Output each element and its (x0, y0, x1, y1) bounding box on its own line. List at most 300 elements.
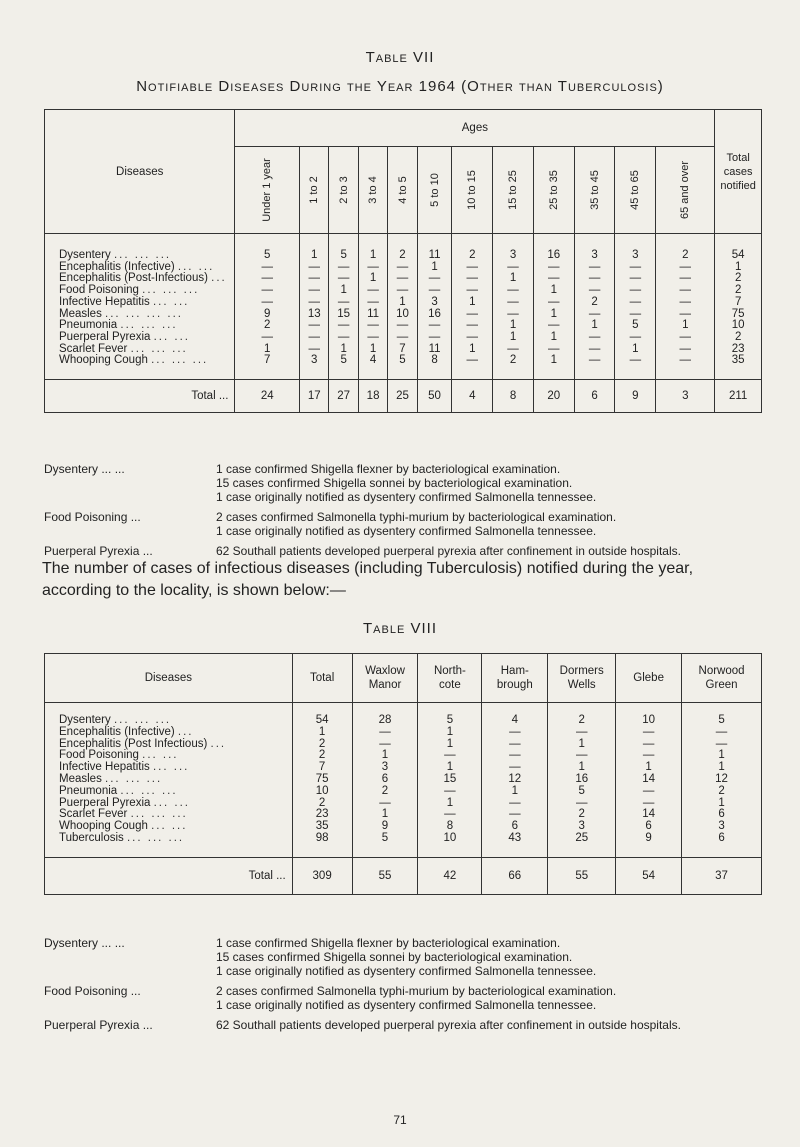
dot-leader: ... ... ... (105, 772, 163, 785)
disease-name: Measles (59, 772, 102, 785)
age-column-label: 1 to 2 (308, 176, 321, 204)
ages-header: Ages (235, 110, 715, 147)
age-count-cell: — (300, 297, 329, 309)
age-count-cell: — (300, 332, 329, 344)
locality-count-cell: 35 (292, 821, 352, 833)
column-total-cell: 20 (533, 380, 574, 413)
locality-count-cell: 4 (482, 703, 548, 727)
age-count-cell: — (574, 285, 615, 297)
row-total-cell: 75 (715, 309, 762, 321)
age-count-cell: 16 (417, 309, 452, 321)
locality-count-cell: — (548, 727, 616, 739)
age-count-cell: 2 (574, 297, 615, 309)
locality-count-cell: — (616, 750, 682, 762)
age-count-cell: — (452, 332, 493, 344)
locality-count-cell: — (682, 727, 762, 739)
dot-leader: ... ... ... (130, 808, 188, 821)
age-count-cell: — (615, 332, 656, 344)
total-row-label: Total ... (45, 380, 235, 413)
disease-name: Tuberculosis (59, 831, 124, 844)
age-count-cell: — (358, 262, 387, 274)
table-viii (44, 653, 762, 895)
age-count-cell: — (235, 332, 300, 344)
age-count-cell: — (533, 273, 574, 285)
age-count-cell: — (329, 320, 358, 332)
disease-name: Scarlet Fever (59, 808, 128, 821)
age-count-cell: — (235, 297, 300, 309)
note-line: 1 case originally notified as dysentery confirmed Salmonella tennessee. (216, 998, 597, 1012)
age-column-label: 2 to 3 (337, 176, 350, 204)
age-count-cell: 9 (235, 309, 300, 321)
age-count-cell: — (533, 344, 574, 356)
age-count-cell: 1 (417, 262, 452, 274)
age-column-label: 4 to 5 (396, 176, 409, 204)
column-header: Dormers Wells (548, 654, 616, 703)
age-count-cell: — (615, 273, 656, 285)
age-count-cell: 11 (417, 234, 452, 262)
locality-count-cell: 6 (482, 821, 548, 833)
age-count-cell: — (329, 262, 358, 274)
locality-count-cell: 6 (682, 809, 762, 821)
age-count-cell: 2 (452, 234, 493, 262)
locality-count-cell: 2 (548, 809, 616, 821)
column-total-cell: 18 (358, 380, 387, 413)
age-count-cell: 1 (358, 344, 387, 356)
locality-count-cell: 1 (418, 727, 482, 739)
disease-name: Pneumonia (59, 319, 118, 332)
locality-count-cell: 98 (292, 833, 352, 857)
locality-count-cell: — (482, 798, 548, 810)
total-row-label: Total ... (45, 857, 293, 894)
age-count-cell: — (300, 273, 329, 285)
disease-name: Pneumonia (59, 784, 118, 797)
locality-count-cell: — (616, 798, 682, 810)
age-column-header (574, 147, 615, 234)
row-total-cell: 10 (715, 320, 762, 332)
dot-leader: ... (210, 737, 227, 750)
age-count-cell: — (574, 273, 615, 285)
age-count-cell: — (656, 285, 715, 297)
age-count-cell: — (452, 309, 493, 321)
row-total-cell: 2 (715, 332, 762, 344)
column-total-cell: 17 (300, 380, 329, 413)
locality-count-cell: 2 (682, 786, 762, 798)
locality-count-cell: — (616, 727, 682, 739)
table-vii (44, 109, 762, 413)
age-column-header (388, 147, 417, 234)
table-row (45, 786, 762, 798)
table-vii-title: Notifiable Diseases During the Year 1964 (Other than Tuberculosis) (136, 78, 664, 95)
note-text (216, 510, 776, 538)
age-count-cell: 11 (358, 309, 387, 321)
note-label: Puerperal Pyrexia ... (44, 1018, 153, 1032)
disease-name: Dysentery (59, 249, 111, 261)
age-count-cell: — (388, 320, 417, 332)
age-count-cell: 11 (417, 344, 452, 356)
locality-count-cell: 5 (682, 703, 762, 727)
column-total-cell: 6 (574, 380, 615, 413)
age-count-cell: 1 (656, 320, 715, 332)
table-viii-caption: Table VIII (363, 620, 437, 637)
note-line: 15 cases confirmed Shigella sonnei by bacteriological examination. (216, 476, 573, 490)
locality-count-cell: — (352, 798, 418, 810)
age-count-cell: — (493, 262, 534, 274)
dot-leader: ... ... (152, 295, 190, 308)
age-count-cell: 15 (329, 309, 358, 321)
age-count-cell: — (656, 273, 715, 285)
column-header: Waxlow Manor (352, 654, 418, 703)
age-count-cell: — (358, 297, 387, 309)
disease-name-cell (45, 703, 293, 727)
age-count-cell: — (388, 262, 417, 274)
age-count-cell: — (656, 332, 715, 344)
locality-count-cell: — (418, 750, 482, 762)
column-total-cell: 8 (493, 380, 534, 413)
row-total-cell: 2 (715, 273, 762, 285)
age-count-cell: 5 (615, 320, 656, 332)
note-text (216, 1018, 776, 1032)
age-column-label: 25 to 35 (547, 170, 560, 210)
age-count-cell: 1 (574, 320, 615, 332)
age-column-header (417, 147, 452, 234)
row-total-cell: 54 (715, 234, 762, 262)
age-count-cell: — (615, 309, 656, 321)
column-header: North- cote (418, 654, 482, 703)
age-count-cell: 3 (615, 234, 656, 262)
locality-count-cell: 5 (352, 833, 418, 857)
age-count-cell: 3 (300, 355, 329, 379)
age-count-cell: — (656, 344, 715, 356)
age-column-label: 45 to 65 (629, 170, 642, 210)
age-count-cell: 16 (533, 234, 574, 262)
column-total-cell: 27 (329, 380, 358, 413)
column-total-cell: 50 (417, 380, 452, 413)
age-count-cell: — (533, 320, 574, 332)
locality-count-cell: — (482, 727, 548, 739)
age-count-cell: — (493, 285, 534, 297)
age-count-cell: — (452, 320, 493, 332)
age-column-label: 3 to 4 (367, 176, 380, 204)
note-line: 1 case confirmed Shigella flexner by bacteriological examination. (216, 936, 561, 950)
disease-name: Puerperal Pyrexia (59, 330, 151, 343)
locality-count-cell: 12 (482, 774, 548, 786)
dot-leader: ... ... ... (151, 354, 209, 367)
age-column-label: 35 to 45 (588, 170, 601, 210)
age-count-cell: — (235, 285, 300, 297)
locality-count-cell: 6 (682, 833, 762, 857)
locality-count-cell: — (682, 739, 762, 751)
age-count-cell: 2 (235, 320, 300, 332)
age-count-cell: 1 (300, 234, 329, 262)
locality-count-cell: — (548, 750, 616, 762)
row-total-cell: 35 (715, 355, 762, 379)
row-total-cell: 1 (715, 262, 762, 274)
age-count-cell: — (656, 297, 715, 309)
dot-leader: ... ... (152, 761, 190, 774)
column-header: Ham- brough (482, 654, 548, 703)
dot-leader: ... ... ... (120, 784, 178, 797)
age-column-header (300, 147, 329, 234)
age-count-cell: 1 (452, 297, 493, 309)
age-count-cell: — (656, 309, 715, 321)
age-count-cell: 1 (533, 309, 574, 321)
disease-name-cell (45, 833, 293, 857)
locality-count-cell: 6 (616, 821, 682, 833)
column-total-cell: 24 (235, 380, 300, 413)
locality-count-cell: 23 (292, 809, 352, 821)
column-header: Total (292, 654, 352, 703)
age-column-header (329, 147, 358, 234)
disease-name: Whooping Cough (59, 354, 148, 367)
age-count-cell: — (574, 355, 615, 379)
age-count-cell: 2 (656, 234, 715, 262)
locality-count-cell: — (616, 739, 682, 751)
column-total-cell: 54 (616, 857, 682, 894)
note-line: 62 Southall patients developed puerperal pyrexia after confinement in outside hospitals. (216, 1018, 681, 1032)
column-header: Norwood Green (682, 654, 762, 703)
age-count-cell: — (656, 262, 715, 274)
age-column-label: 10 to 15 (466, 170, 479, 210)
age-count-cell: — (656, 355, 715, 379)
locality-count-cell: 1 (548, 739, 616, 751)
age-count-cell: — (615, 285, 656, 297)
locality-count-cell: 1 (352, 750, 418, 762)
note-line: 1 case confirmed Shigella flexner by bacteriological examination. (216, 462, 561, 476)
disease-name-cell (45, 234, 235, 262)
dot-leader: ... ... (151, 820, 188, 833)
age-count-cell: 8 (417, 355, 452, 379)
column-total-cell: 66 (482, 857, 548, 894)
locality-count-cell: 8 (418, 821, 482, 833)
disease-name: Encephalitis (Infective) (59, 725, 175, 738)
age-count-cell: — (388, 332, 417, 344)
locality-count-cell: 1 (292, 727, 352, 739)
note-label: Dysentery ... ... (44, 936, 125, 950)
dot-leader: ... ... ... (142, 284, 200, 297)
dot-leader: ... ... ... (130, 342, 188, 355)
age-count-cell: — (452, 285, 493, 297)
column-total-cell: 42 (418, 857, 482, 894)
age-count-cell: 1 (329, 344, 358, 356)
intro-paragraph: The number of cases of infectious diseases (including Tuberculosis) notified during the year, according to the locality, is shown below:— (42, 560, 694, 599)
age-count-cell: — (417, 320, 452, 332)
age-count-cell: — (533, 297, 574, 309)
column-total-cell: 9 (615, 380, 656, 413)
table-vii-notes (44, 462, 774, 562)
locality-count-cell: — (482, 750, 548, 762)
table-viii-notes (44, 936, 774, 1056)
disease-name: Scarlet Fever (59, 342, 128, 355)
age-count-cell: — (417, 285, 452, 297)
age-column-header (358, 147, 387, 234)
note-line: 15 cases confirmed Shigella sonnei by bacteriological examination. (216, 950, 573, 964)
column-total-cell: 55 (352, 857, 418, 894)
locality-count-cell: 25 (548, 833, 616, 857)
age-column-header (615, 147, 656, 234)
age-count-cell: 1 (329, 285, 358, 297)
age-count-cell: — (300, 285, 329, 297)
age-count-cell: 5 (388, 355, 417, 379)
age-count-cell: — (235, 262, 300, 274)
dot-leader: ... ... (142, 749, 179, 762)
locality-count-cell: 1 (682, 798, 762, 810)
dot-leader: ... ... (153, 330, 190, 343)
dot-leader: ... ... ... (126, 831, 185, 844)
age-count-cell: 1 (493, 332, 534, 344)
age-column-header (533, 147, 574, 234)
locality-count-cell: 1 (482, 786, 548, 798)
locality-count-cell: — (548, 798, 616, 810)
locality-count-cell: 1 (418, 762, 482, 774)
age-count-cell: 1 (615, 344, 656, 356)
locality-count-cell: — (418, 809, 482, 821)
age-count-cell: 5 (329, 234, 358, 262)
age-count-cell: — (300, 344, 329, 356)
age-count-cell: 10 (388, 309, 417, 321)
age-count-cell: — (300, 262, 329, 274)
age-count-cell: — (493, 344, 534, 356)
age-count-cell: — (452, 262, 493, 274)
locality-count-cell: 3 (352, 762, 418, 774)
note-line: 2 cases confirmed Salmonella typhi-murium by bacteriological examination. (216, 510, 617, 524)
note-text (216, 544, 776, 558)
total-cases-header: Total cases notified (715, 110, 762, 234)
locality-count-cell: 1 (418, 739, 482, 751)
age-count-cell: — (388, 285, 417, 297)
note-line: 62 Southall patients developed puerperal pyrexia after confinement in outside hospitals. (216, 544, 681, 558)
locality-count-cell: 3 (548, 821, 616, 833)
locality-count-cell: 16 (548, 774, 616, 786)
locality-count-cell: 2 (352, 786, 418, 798)
note-text (216, 936, 776, 978)
age-count-cell: — (533, 262, 574, 274)
locality-count-cell: — (352, 739, 418, 751)
age-count-cell: 1 (358, 234, 387, 262)
age-count-cell: 2 (493, 355, 534, 379)
age-column-label: 5 to 10 (428, 173, 441, 207)
age-count-cell: 13 (300, 309, 329, 321)
note-label: Food Poisoning ... (44, 984, 141, 998)
disease-name: Whooping Cough (59, 820, 148, 833)
locality-count-cell: — (616, 786, 682, 798)
locality-count-cell: 2 (292, 739, 352, 751)
note-line: 2 cases confirmed Salmonella typhi-murium by bacteriological examination. (216, 984, 617, 998)
note-text (216, 984, 776, 1012)
age-count-cell: — (493, 297, 534, 309)
age-count-cell: 7 (388, 344, 417, 356)
diseases-header: Diseases (45, 110, 235, 234)
column-header: Glebe (616, 654, 682, 703)
age-count-cell: — (615, 297, 656, 309)
locality-count-cell: 75 (292, 774, 352, 786)
column-total-cell: 4 (452, 380, 493, 413)
age-count-cell: — (615, 355, 656, 379)
column-total-cell: 55 (548, 857, 616, 894)
locality-count-cell: — (352, 727, 418, 739)
grand-total-cell: 211 (715, 380, 762, 413)
age-count-cell: — (574, 332, 615, 344)
locality-count-cell: 1 (352, 809, 418, 821)
table-vii-caption: Table VII (365, 49, 435, 66)
disease-name: Food Poisoning (59, 284, 139, 297)
age-count-cell: 5 (329, 355, 358, 379)
disease-name: Measles (59, 307, 102, 320)
disease-name: Infective Hepatitis (59, 295, 150, 308)
disease-name: Food Poisoning (59, 749, 139, 762)
locality-count-cell: 10 (418, 833, 482, 857)
age-count-cell: — (235, 273, 300, 285)
disease-name: Dysentery (59, 714, 111, 726)
dot-leader: ... ... (153, 796, 190, 809)
locality-count-cell: 1 (418, 798, 482, 810)
locality-count-cell: 10 (292, 786, 352, 798)
locality-count-cell: 2 (292, 798, 352, 810)
age-count-cell: 3 (493, 234, 534, 262)
locality-count-cell: 54 (292, 703, 352, 727)
age-column-label: Under 1 year (261, 158, 274, 222)
note-line: 1 case originally notified as dysentery confirmed Salmonella tennessee. (216, 964, 597, 978)
locality-count-cell: 6 (352, 774, 418, 786)
age-count-cell: — (329, 273, 358, 285)
age-count-cell: 1 (493, 273, 534, 285)
page-number: 71 (393, 1113, 407, 1127)
age-count-cell: — (300, 320, 329, 332)
locality-count-cell: 1 (548, 762, 616, 774)
age-count-cell: 1 (235, 344, 300, 356)
locality-count-cell: 1 (682, 750, 762, 762)
dot-leader: ... (211, 272, 227, 285)
disease-name: Encephalitis (Post-Infectious) (59, 272, 208, 285)
locality-count-cell: 2 (292, 750, 352, 762)
table-row (45, 703, 762, 727)
row-total-cell: 23 (715, 344, 762, 356)
age-count-cell: 1 (533, 285, 574, 297)
age-column-header (493, 147, 534, 234)
age-count-cell: 5 (235, 234, 300, 262)
column-header: Diseases (45, 654, 293, 703)
column-total-cell: 3 (656, 380, 715, 413)
age-count-cell: — (417, 332, 452, 344)
locality-count-cell: — (482, 739, 548, 751)
age-count-cell: — (417, 273, 452, 285)
age-count-cell: — (452, 273, 493, 285)
table-row (45, 234, 762, 262)
age-count-cell: 1 (493, 320, 534, 332)
locality-count-cell: 5 (418, 703, 482, 727)
table-row (45, 355, 762, 379)
age-count-cell: — (358, 332, 387, 344)
age-column-header (235, 147, 300, 234)
disease-name-cell (45, 355, 235, 379)
age-count-cell: 2 (388, 234, 417, 262)
locality-count-cell: 9 (352, 821, 418, 833)
dot-leader: ... (177, 725, 194, 738)
age-count-cell: 7 (235, 355, 300, 379)
locality-count-cell: 9 (616, 833, 682, 857)
column-total-cell: 37 (682, 857, 762, 894)
age-count-cell: — (358, 285, 387, 297)
note-line: 1 case originally notified as dysentery confirmed Salmonella tennessee. (216, 490, 597, 504)
age-count-cell: — (574, 309, 615, 321)
age-count-cell: 4 (358, 355, 387, 379)
dot-leader: ... ... ... ... (105, 307, 183, 320)
age-count-cell: — (329, 297, 358, 309)
locality-count-cell: 2 (548, 703, 616, 727)
row-total-cell: 7 (715, 297, 762, 309)
age-count-cell: — (574, 262, 615, 274)
age-count-cell: — (388, 273, 417, 285)
age-count-cell: 3 (574, 234, 615, 262)
